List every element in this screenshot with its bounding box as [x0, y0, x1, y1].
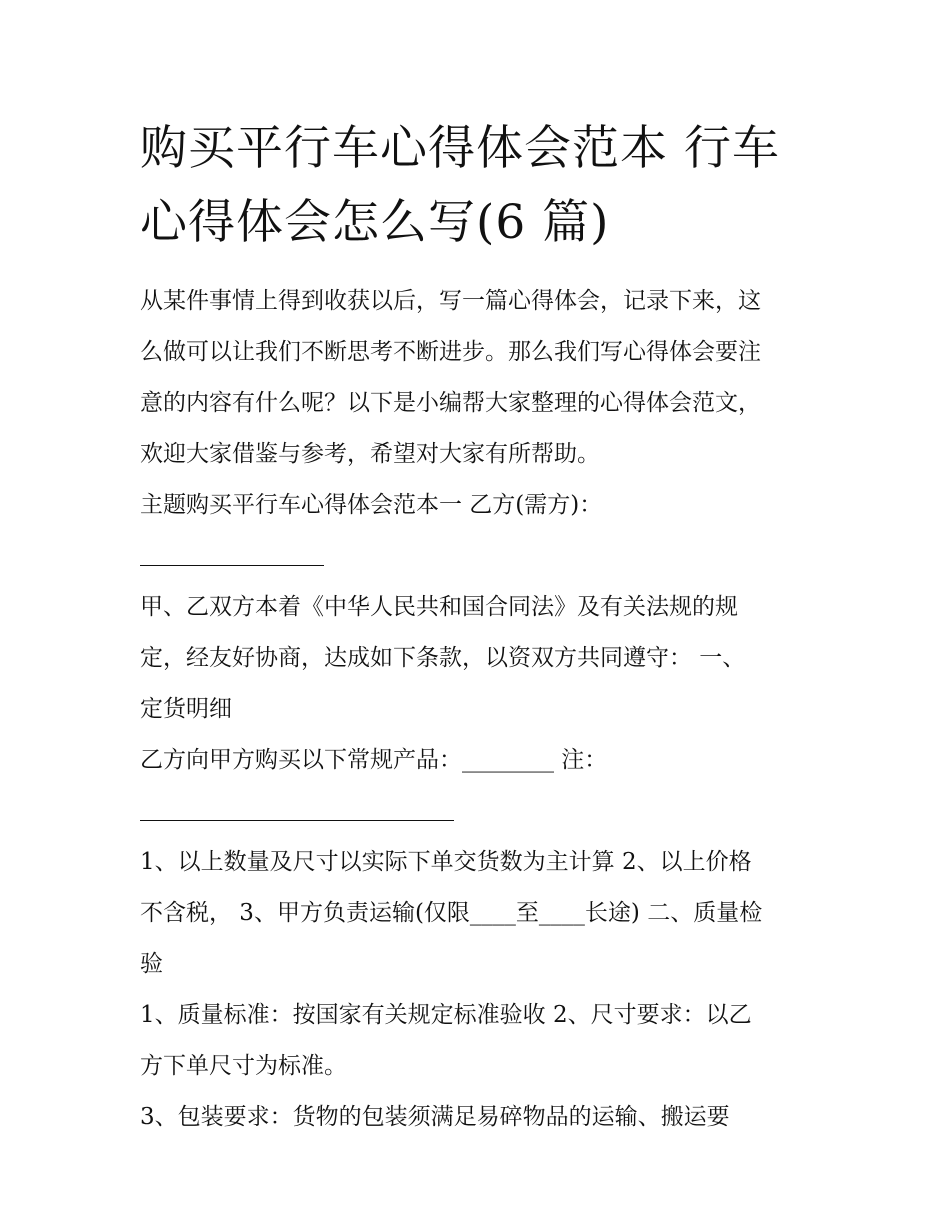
- intro-line-3: 意的内容有什么呢？以下是小编帮大家整理的心得体会范文，: [140, 390, 761, 416]
- intro-line-1: 从某件事情上得到收获以后，写一篇心得体会，记录下来，这: [140, 288, 761, 314]
- blank-fill-line-long: [140, 820, 454, 821]
- blank-fill-line-short: [140, 565, 324, 566]
- contract-paragraph-4: [140, 1092, 815, 1143]
- contract-paragraph-3: [140, 990, 815, 1092]
- purchase-line: [140, 735, 815, 786]
- intro-line-4: 欢迎大家借鉴与参考，希望对大家有所帮助。: [140, 441, 600, 467]
- para3-line-1: 1、质量标准：按国家有关规定标准验收 2、尺寸要求：以乙: [140, 1002, 752, 1028]
- para4-line-1: 3、包装要求：货物的包装须满足易碎物品的运输、搬运要: [140, 1104, 730, 1130]
- intro-paragraph: [140, 276, 815, 480]
- para1-line-1: 甲、乙双方本着《中华人民共和国合同法》及有关法规的规: [140, 594, 738, 620]
- document-body: [140, 112, 815, 1143]
- para2-line-3: 验: [140, 951, 163, 977]
- para1-line-2: 定，经友好协商，达成如下条款，以资双方共同遵守： 一、: [140, 645, 746, 671]
- intro-line-2: 么做可以让我们不断思考不断进步。那么我们写心得体会要注: [140, 339, 761, 365]
- purchase-line-text: 乙方向甲方购买以下常规产品：________ 注：: [140, 747, 608, 773]
- document-title: [140, 112, 815, 260]
- title-line-2: 心得体会怎么写(6 篇): [140, 195, 610, 250]
- title-line-1: 购买平行车心得体会范本 行车: [140, 121, 780, 176]
- section-heading: [140, 480, 815, 531]
- contract-paragraph-2: [140, 837, 815, 990]
- contract-paragraph-1: [140, 582, 815, 735]
- section-heading-text: 主题购买平行车心得体会范本一 乙方(需方)：: [140, 492, 603, 518]
- para3-line-2: 方下单尺寸为标准。: [140, 1053, 347, 1079]
- para2-line-1: 1、以上数量及尺寸以实际下单交货数为主计算 2、以上价格: [140, 849, 752, 875]
- para2-line-2: 不含税， 3、甲方负责运输(仅限____至____长途) 二、质量检: [140, 900, 763, 926]
- para1-line-3: 定货明细: [140, 696, 232, 722]
